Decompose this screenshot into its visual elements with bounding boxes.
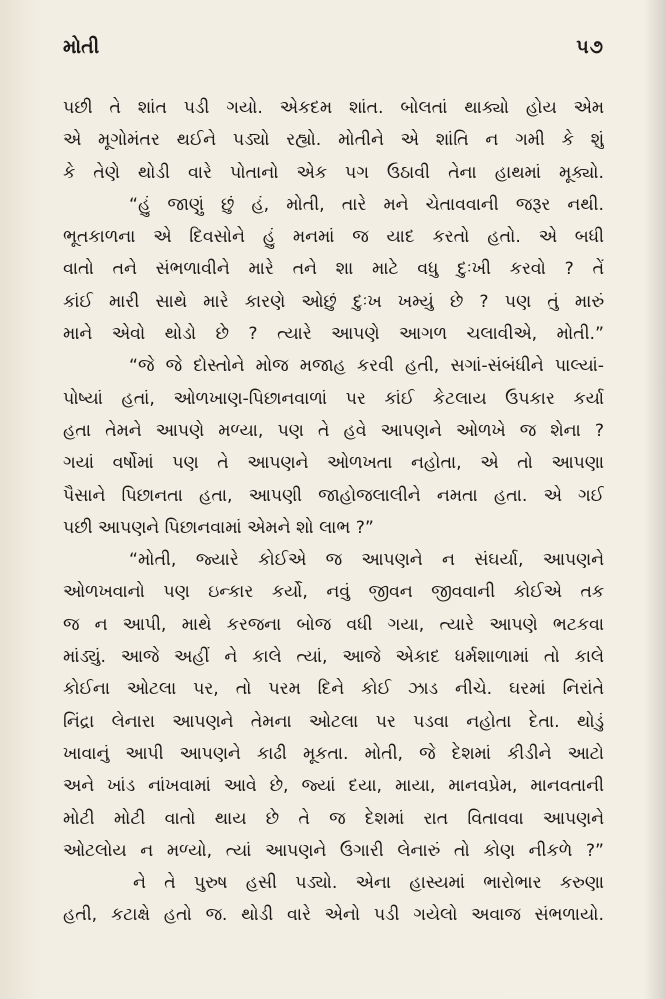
text-line: હતી, કટાક્ષે હતો જ. થોડી વારે એનો પડી ગયેલો અવાજ સંભળાયો. (63, 905, 604, 926)
text-line: કાંઈ મારી સાથે મારે કારણે ઓછું દુઃખ ખમ્યું છે ? પણ તું મારું (63, 291, 604, 312)
text-line: કોઈના ઓટલા પર, તો પરમ દિને કોઈ ઝાડ નીચે. ઘરમાં નિરાંતે (63, 679, 604, 700)
running-title: મોતી (63, 36, 100, 58)
text-line: “હું જાણું છું હં, મોતી, તારે મને ચેતાવવાની જરૂર નથી. (129, 194, 604, 215)
text-line: પોષ્યાં હતાં, ઓળખાણ-પિછાનવાળાં પર કાંઈ કેટલાય ઉપકાર કર્યા (63, 388, 604, 409)
text-line: પછી આપણને પિછાનવામાં એમને શો લાભ ?” (63, 517, 374, 538)
text-line: નિંદ્રા લેનારા આપણને તેમના ઓટલા પર પડવા નહોતા દેતા. થોડું (63, 711, 604, 732)
text-line: “મોતી, જ્યારે કોઈએ જ આપણને ન સંઘર્યા, આપણને (129, 550, 604, 571)
text-line: મોટી મોટી વાતો થાય છે તે જ દેશમાં રાત વિતાવવા આપણને (63, 808, 604, 829)
text-line: ને તે પુરુષ હસી પડ્યો. એના હાસ્યમાં ભારોભાર કરુણા (133, 873, 604, 894)
text-line: એ મૂગોમંતર થઈને પડ્યો રહ્યો. મોતીને એ શાંતિ ન ગમી કે શું (63, 130, 604, 151)
text-line: માંડ્યું. આજે અહીં ને કાલે ત્યાં, આજે એકાદ ધર્મશાળામાં તો કાલે (63, 647, 604, 668)
text-line: ખાવાનું આપી આપણને કાઢી મૂકતા. મોતી, જે દેશમાં કીડીને આટો (63, 743, 604, 764)
text-line: અને ખાંડ નાંખવામાં આવે છે, જ્યાં દયા, માયા, માનવપ્રેમ, માનવતાની (63, 776, 604, 797)
paragraph-2 (63, 189, 604, 350)
paragraph-3 (63, 350, 604, 544)
text-line: પૈસાને પિછાનતા હતા, આપણી જાહોજલાલીને નમતા હતા. એ ગઈ (63, 485, 604, 506)
text-line: જ ન આપી, માથે કરજના બોજ વધી ગયા, ત્યારે આપણે ભટકવા (63, 614, 604, 635)
text-line: ભૂતકાળના એ દિવસોને હું મનમાં જ યાદ કરતો હતો. એ બધી (63, 227, 604, 248)
paragraph-5 (63, 867, 604, 932)
text-line: “જે જે દોસ્તોને મોજ મજાહ કરવી હતી, સગાં-સંબંધીને પાલ્યાં- (129, 356, 604, 377)
text-line: ઓટલોય ન મળ્યો, ત્યાં આપણને ઉગારી લેનારું તો કોણ નીકળે ?” (63, 840, 604, 861)
text-line: વાતો તને સંભળાવીને મારે તને શા માટે વધુ દુઃખી કરવો ? તેં (63, 259, 604, 280)
page-number: ૫૭ (576, 36, 604, 58)
page-header (63, 36, 604, 80)
text-line: ઓળખવાનો પણ ઇન્કાર કર્યો, નવું જીવન જીવવાની કોઈએ તક (63, 582, 604, 603)
text-line: ગયાં વર્ષોમાં પણ તે આપણને ઓળખતા નહોતા, એ તો આપણા (63, 453, 604, 474)
text-line: હતા તેમને આપણે મળ્યા, પણ તે હવે આપણને ઓળખે જ શેના ? (63, 420, 604, 441)
page-body (63, 92, 604, 932)
paragraph-1 (63, 92, 604, 189)
text-line: માને એવો થોડો છે ? ત્યારે આપણે આગળ ચલાવીએ, મોતી.” (63, 324, 604, 345)
text-line: કે તેણે થોડી વારે પોતાનો એક પગ ઉઠાવી તેના હાથમાં મૂક્યો. (63, 162, 604, 183)
paragraph-4 (63, 544, 604, 867)
text-line: પછી તે શાંત પડી ગયો. એકદમ શાંત. બોલતાં થાક્યો હોય એમ (63, 98, 604, 118)
